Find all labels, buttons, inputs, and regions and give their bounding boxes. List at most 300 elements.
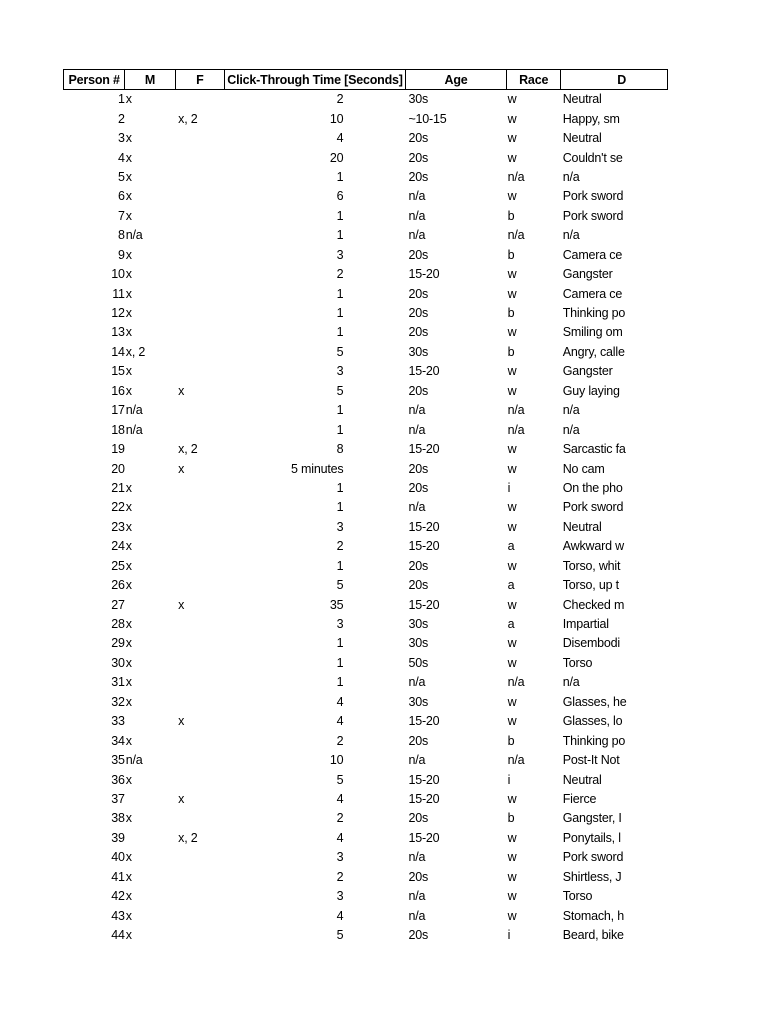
cell-age[interactable]: 30s (408, 92, 428, 107)
cell-click-time[interactable]: 3 (336, 364, 344, 379)
cell-m[interactable]: x (125, 772, 132, 787)
cell-description[interactable]: Gangster (562, 267, 613, 282)
cell-description[interactable]: Beard, bike (562, 928, 624, 943)
cell-f[interactable] (175, 518, 224, 537)
cell-f[interactable] (175, 673, 224, 692)
cell-click-time[interactable]: 1 (336, 208, 344, 223)
cell-f[interactable] (175, 906, 224, 925)
cell-description[interactable]: No cam (562, 461, 605, 476)
cell-description[interactable]: Camera ce (562, 286, 623, 301)
cell-f[interactable] (175, 926, 224, 945)
cell-m[interactable]: x (125, 189, 132, 204)
cell-race[interactable]: w (507, 267, 517, 282)
cell-age[interactable]: 15-20 (408, 772, 440, 787)
cell-person[interactable]: 20 (111, 461, 125, 476)
cell-age[interactable]: 30s (408, 636, 428, 651)
cell-person[interactable]: 38 (111, 811, 125, 826)
cell-description[interactable]: Pork sword (562, 850, 624, 865)
cell-click-time[interactable]: 6 (336, 189, 344, 204)
cell-m[interactable] (125, 459, 175, 478)
cell-race[interactable]: b (507, 811, 515, 826)
cell-race[interactable]: i (507, 480, 511, 495)
cell-m[interactable]: x (125, 131, 132, 146)
header-description[interactable]: D (561, 70, 668, 90)
cell-person[interactable]: 36 (111, 772, 125, 787)
cell-person[interactable]: 4 (118, 150, 125, 165)
cell-m[interactable]: x (125, 869, 132, 884)
cell-f[interactable]: x, 2 (178, 111, 198, 126)
cell-click-time[interactable]: 20 (329, 150, 344, 165)
cell-m[interactable]: x (125, 558, 132, 573)
cell-click-time[interactable]: 8 (336, 442, 344, 457)
cell-click-time[interactable]: 3 (336, 617, 344, 632)
cell-race[interactable]: b (507, 344, 515, 359)
cell-f[interactable] (175, 498, 224, 517)
cell-person[interactable]: 12 (111, 306, 125, 321)
cell-person[interactable]: 29 (111, 636, 125, 651)
cell-f[interactable] (175, 304, 224, 323)
cell-m[interactable]: n/a (125, 403, 143, 418)
cell-age[interactable]: 20s (408, 558, 428, 573)
cell-m[interactable]: x (125, 519, 132, 534)
cell-f[interactable] (175, 323, 224, 342)
cell-description[interactable]: Camera ce (562, 247, 623, 262)
cell-age[interactable]: 15-20 (408, 791, 440, 806)
cell-description[interactable]: Awkward w (562, 539, 624, 554)
header-person[interactable]: Person # (64, 70, 125, 90)
cell-description[interactable]: Impartial (562, 617, 609, 632)
cell-f[interactable] (175, 226, 224, 245)
cell-click-time[interactable]: 1 (336, 325, 344, 340)
cell-f[interactable]: x (178, 383, 185, 398)
cell-person[interactable]: 1 (118, 92, 125, 107)
cell-f[interactable] (175, 887, 224, 906)
cell-person[interactable]: 41 (111, 869, 125, 884)
cell-age[interactable]: 20s (408, 578, 428, 593)
cell-age[interactable]: 15-20 (408, 267, 440, 282)
cell-f[interactable] (175, 90, 224, 110)
cell-race[interactable]: w (507, 383, 517, 398)
cell-m[interactable]: x (125, 286, 132, 301)
cell-person[interactable]: 32 (111, 694, 125, 709)
cell-race[interactable]: w (507, 655, 517, 670)
cell-age[interactable]: n/a (408, 889, 426, 904)
header-f[interactable]: F (175, 70, 224, 90)
cell-m[interactable]: x (125, 364, 132, 379)
cell-description[interactable]: Thinking po (562, 306, 626, 321)
cell-f[interactable] (175, 343, 224, 362)
cell-m[interactable]: x, 2 (125, 344, 146, 359)
cell-person[interactable]: 27 (111, 597, 125, 612)
cell-race[interactable]: b (507, 306, 515, 321)
cell-m[interactable]: x (125, 247, 132, 262)
cell-race[interactable]: w (507, 364, 517, 379)
cell-person[interactable]: 23 (111, 519, 125, 534)
cell-description[interactable]: Post-It Not (562, 753, 620, 768)
cell-race[interactable]: n/a (507, 753, 525, 768)
cell-description[interactable]: Torso, up t (562, 578, 619, 593)
cell-description[interactable]: Torso (562, 889, 593, 904)
cell-person[interactable]: 10 (111, 267, 125, 282)
cell-click-time[interactable]: 2 (336, 869, 344, 884)
cell-person[interactable]: 11 (112, 286, 125, 301)
cell-age[interactable]: n/a (408, 189, 426, 204)
cell-description[interactable]: Checked m (562, 597, 625, 612)
cell-m[interactable]: x (125, 617, 132, 632)
cell-race[interactable]: w (507, 791, 517, 806)
cell-age[interactable]: n/a (408, 422, 426, 437)
cell-age[interactable]: 15-20 (408, 364, 440, 379)
cell-f[interactable] (175, 284, 224, 303)
cell-click-time[interactable]: 2 (336, 92, 344, 107)
cell-description[interactable]: Pork sword (562, 189, 624, 204)
header-click-time[interactable]: Click-Through Time [Seconds] (225, 70, 406, 90)
cell-person[interactable]: 9 (118, 247, 125, 262)
cell-person[interactable]: 3 (118, 131, 125, 146)
cell-description[interactable]: Pork sword (562, 208, 624, 223)
cell-race[interactable]: w (507, 189, 517, 204)
cell-m[interactable]: x (125, 694, 132, 709)
cell-race[interactable]: w (507, 694, 517, 709)
cell-person[interactable]: 34 (111, 733, 125, 748)
cell-race[interactable]: w (507, 131, 517, 146)
cell-race[interactable]: w (507, 869, 517, 884)
cell-age[interactable]: 15-20 (408, 519, 440, 534)
cell-person[interactable]: 28 (111, 617, 125, 632)
cell-age[interactable]: ~10-15 (408, 111, 447, 126)
cell-f[interactable]: x, 2 (178, 442, 198, 457)
cell-age[interactable]: 20s (408, 169, 428, 184)
cell-f[interactable] (175, 401, 224, 420)
cell-click-time[interactable]: 3 (336, 519, 344, 534)
cell-m[interactable]: x (125, 150, 132, 165)
cell-description[interactable]: n/a (562, 169, 580, 184)
cell-description[interactable]: Glasses, lo (562, 714, 623, 729)
cell-click-time[interactable]: 1 (336, 480, 344, 495)
cell-click-time[interactable]: 35 (329, 597, 344, 612)
cell-click-time[interactable]: 4 (336, 694, 344, 709)
cell-description[interactable]: Stomach, h (562, 908, 624, 923)
cell-m[interactable]: x (125, 889, 132, 904)
cell-f[interactable] (175, 537, 224, 556)
cell-click-time[interactable]: 1 (336, 500, 344, 515)
cell-age[interactable]: n/a (408, 228, 426, 243)
cell-person[interactable]: 43 (111, 908, 125, 923)
cell-person[interactable]: 44 (111, 928, 125, 943)
cell-click-time[interactable]: 3 (336, 889, 344, 904)
header-age[interactable]: Age (405, 70, 506, 90)
cell-click-time[interactable]: 1 (336, 286, 344, 301)
cell-f[interactable]: x (178, 791, 185, 806)
cell-click-time[interactable]: 2 (336, 267, 344, 282)
cell-age[interactable]: n/a (408, 208, 426, 223)
cell-person[interactable]: 8 (118, 228, 125, 243)
cell-click-time[interactable]: 2 (336, 733, 344, 748)
cell-person[interactable]: 24 (111, 539, 125, 554)
cell-age[interactable]: 15-20 (408, 597, 440, 612)
cell-m[interactable]: x (125, 480, 132, 495)
cell-click-time[interactable]: 1 (336, 655, 344, 670)
cell-description[interactable]: Neutral (562, 131, 602, 146)
cell-click-time[interactable]: 5 (336, 928, 344, 943)
cell-age[interactable]: 30s (408, 344, 428, 359)
cell-age[interactable]: 20s (408, 733, 428, 748)
cell-description[interactable]: Smiling om (562, 325, 623, 340)
cell-click-time[interactable]: 4 (336, 714, 344, 729)
cell-f[interactable] (175, 654, 224, 673)
cell-age[interactable]: 15-20 (408, 830, 440, 845)
cell-click-time[interactable]: 4 (336, 830, 344, 845)
cell-m[interactable]: n/a (125, 422, 143, 437)
cell-person[interactable]: 42 (111, 889, 125, 904)
cell-race[interactable]: w (507, 889, 517, 904)
cell-description[interactable]: Thinking po (562, 733, 626, 748)
cell-person[interactable]: 17 (111, 403, 125, 418)
cell-click-time[interactable]: 1 (336, 636, 344, 651)
cell-click-time[interactable]: 1 (336, 422, 344, 437)
cell-f[interactable]: x, 2 (178, 830, 198, 845)
cell-f[interactable] (175, 207, 224, 226)
cell-person[interactable]: 15 (111, 364, 125, 379)
cell-m[interactable]: x (125, 928, 132, 943)
cell-description[interactable]: Glasses, he (562, 694, 627, 709)
cell-person[interactable]: 30 (111, 655, 125, 670)
cell-description[interactable]: Disembodi (562, 636, 620, 651)
cell-click-time[interactable]: 1 (336, 558, 344, 573)
cell-m[interactable] (125, 712, 175, 731)
cell-race[interactable]: w (507, 461, 517, 476)
cell-age[interactable]: 50s (408, 655, 428, 670)
cell-person[interactable]: 22 (111, 500, 125, 515)
cell-race[interactable]: n/a (507, 422, 525, 437)
cell-click-time[interactable]: 5 (336, 383, 344, 398)
cell-race[interactable]: w (507, 908, 517, 923)
cell-description[interactable]: Shirtless, J (562, 869, 622, 884)
cell-age[interactable]: 20s (408, 461, 428, 476)
cell-race[interactable]: n/a (507, 675, 525, 690)
cell-description[interactable]: Guy laying (562, 383, 620, 398)
cell-race[interactable]: w (507, 519, 517, 534)
cell-m[interactable]: x (125, 675, 132, 690)
cell-person[interactable]: 14 (111, 344, 125, 359)
cell-m[interactable]: x (125, 908, 132, 923)
cell-age[interactable]: 20s (408, 286, 428, 301)
cell-f[interactable] (175, 187, 224, 206)
cell-f[interactable] (175, 557, 224, 576)
cell-race[interactable]: n/a (507, 403, 525, 418)
cell-m[interactable]: x (125, 636, 132, 651)
cell-click-time[interactable]: 1 (336, 306, 344, 321)
cell-f[interactable] (175, 246, 224, 265)
cell-race[interactable]: w (507, 850, 517, 865)
cell-f[interactable] (175, 634, 224, 653)
cell-description[interactable]: Ponytails, l (562, 830, 621, 845)
cell-age[interactable]: n/a (408, 850, 426, 865)
cell-m[interactable]: x (125, 539, 132, 554)
cell-person[interactable]: 18 (111, 422, 125, 437)
cell-click-time[interactable]: 5 (336, 578, 344, 593)
cell-race[interactable]: w (507, 111, 517, 126)
cell-race[interactable]: w (507, 92, 517, 107)
cell-race[interactable]: w (507, 714, 517, 729)
cell-f[interactable]: x (178, 597, 185, 612)
cell-race[interactable]: n/a (507, 228, 525, 243)
cell-race[interactable]: w (507, 830, 517, 845)
cell-m[interactable] (125, 440, 175, 459)
cell-f[interactable] (175, 479, 224, 498)
cell-m[interactable]: x (125, 811, 132, 826)
cell-m[interactable]: x (125, 325, 132, 340)
cell-f[interactable] (175, 265, 224, 284)
cell-description[interactable]: Neutral (562, 92, 602, 107)
cell-description[interactable]: Gangster (562, 364, 613, 379)
cell-age[interactable]: 20s (408, 928, 428, 943)
header-race[interactable]: Race (507, 70, 561, 90)
cell-person[interactable]: 13 (111, 325, 125, 340)
cell-f[interactable] (175, 576, 224, 595)
cell-person[interactable]: 33 (111, 714, 125, 729)
cell-f[interactable] (175, 868, 224, 887)
cell-f[interactable] (175, 770, 224, 789)
cell-m[interactable]: x (125, 169, 132, 184)
cell-person[interactable]: 5 (118, 169, 125, 184)
header-m[interactable]: M (125, 70, 175, 90)
cell-m[interactable]: x (125, 655, 132, 670)
cell-click-time[interactable]: 2 (336, 539, 344, 554)
cell-description[interactable]: Neutral (562, 519, 602, 534)
cell-m[interactable] (125, 109, 175, 128)
cell-description[interactable]: n/a (562, 675, 580, 690)
cell-age[interactable]: 20s (408, 150, 428, 165)
cell-m[interactable]: x (125, 733, 132, 748)
cell-m[interactable]: x (125, 500, 132, 515)
cell-race[interactable]: i (507, 772, 511, 787)
cell-person[interactable]: 40 (111, 850, 125, 865)
cell-description[interactable]: Happy, sm (562, 111, 620, 126)
cell-f[interactable] (175, 148, 224, 167)
cell-m[interactable] (125, 790, 175, 809)
cell-f[interactable] (175, 362, 224, 381)
cell-person[interactable]: 16 (111, 383, 125, 398)
cell-click-time[interactable]: 1 (336, 228, 344, 243)
cell-race[interactable]: b (507, 733, 515, 748)
cell-age[interactable]: 20s (408, 306, 428, 321)
cell-person[interactable]: 25 (111, 558, 125, 573)
cell-description[interactable]: Torso, whit (562, 558, 621, 573)
cell-person[interactable]: 35 (111, 753, 125, 768)
cell-person[interactable]: 31 (111, 675, 125, 690)
cell-m[interactable]: n/a (125, 753, 143, 768)
cell-f[interactable] (175, 420, 224, 439)
cell-m[interactable]: x (125, 267, 132, 282)
cell-m[interactable]: x (125, 92, 132, 107)
cell-description[interactable]: Torso (562, 655, 593, 670)
cell-age[interactable]: 20s (408, 247, 428, 262)
cell-m[interactable]: x (125, 306, 132, 321)
cell-age[interactable]: 15-20 (408, 442, 440, 457)
cell-m[interactable]: x (125, 850, 132, 865)
cell-click-time[interactable]: 3 (336, 850, 344, 865)
cell-f[interactable]: x (178, 461, 185, 476)
cell-race[interactable]: w (507, 636, 517, 651)
cell-description[interactable]: Gangster, I (562, 811, 622, 826)
cell-age[interactable]: n/a (408, 753, 426, 768)
cell-click-time[interactable]: 2 (336, 811, 344, 826)
cell-race[interactable]: w (507, 442, 517, 457)
cell-m[interactable] (125, 829, 175, 848)
cell-click-time[interactable]: 5 (336, 344, 344, 359)
cell-click-time[interactable]: 4 (336, 791, 344, 806)
cell-race[interactable]: a (507, 539, 515, 554)
cell-age[interactable]: n/a (408, 675, 426, 690)
cell-person[interactable]: 37 (111, 791, 125, 806)
cell-click-time[interactable]: 10 (329, 753, 344, 768)
cell-age[interactable]: 15-20 (408, 539, 440, 554)
cell-description[interactable]: Pork sword (562, 500, 624, 515)
cell-race[interactable]: a (507, 617, 515, 632)
cell-person[interactable]: 6 (118, 189, 125, 204)
cell-m[interactable] (125, 595, 175, 614)
cell-click-time[interactable]: 1 (336, 169, 344, 184)
cell-age[interactable]: 30s (408, 617, 428, 632)
cell-race[interactable]: w (507, 500, 517, 515)
cell-click-time[interactable]: 3 (336, 247, 344, 262)
cell-description[interactable]: Couldn't se (562, 150, 623, 165)
cell-person[interactable]: 26 (111, 578, 125, 593)
cell-description[interactable]: Fierce (562, 791, 597, 806)
cell-person[interactable]: 2 (118, 111, 125, 126)
cell-person[interactable]: 39 (111, 830, 125, 845)
cell-f[interactable] (175, 848, 224, 867)
cell-m[interactable]: x (125, 578, 132, 593)
cell-age[interactable]: 20s (408, 325, 428, 340)
cell-description[interactable]: Neutral (562, 772, 602, 787)
cell-age[interactable]: 20s (408, 869, 428, 884)
cell-race[interactable]: w (507, 325, 517, 340)
cell-person[interactable]: 19 (111, 442, 125, 457)
cell-f[interactable] (175, 615, 224, 634)
cell-f[interactable]: x (178, 714, 185, 729)
cell-race[interactable]: w (507, 150, 517, 165)
cell-description[interactable]: Sarcastic fa (562, 442, 626, 457)
cell-click-time[interactable]: 10 (329, 111, 344, 126)
cell-age[interactable]: n/a (408, 908, 426, 923)
cell-race[interactable]: a (507, 578, 515, 593)
cell-age[interactable]: 30s (408, 694, 428, 709)
cell-m[interactable]: x (125, 383, 132, 398)
cell-f[interactable] (175, 168, 224, 187)
cell-age[interactable]: 20s (408, 131, 428, 146)
cell-f[interactable] (175, 693, 224, 712)
cell-description[interactable]: Angry, calle (562, 344, 625, 359)
cell-description[interactable]: n/a (562, 422, 580, 437)
cell-f[interactable] (175, 129, 224, 148)
cell-description[interactable]: On the pho (562, 480, 623, 495)
cell-person[interactable]: 21 (111, 480, 125, 495)
cell-f[interactable] (175, 751, 224, 770)
cell-race[interactable]: w (507, 558, 517, 573)
cell-click-time[interactable]: 1 (336, 403, 344, 418)
cell-race[interactable]: w (507, 286, 517, 301)
cell-age[interactable]: n/a (408, 403, 426, 418)
cell-age[interactable]: 20s (408, 811, 428, 826)
cell-click-time[interactable]: 5 minutes (291, 461, 344, 476)
cell-f[interactable] (175, 809, 224, 828)
cell-click-time[interactable]: 1 (336, 675, 344, 690)
cell-description[interactable]: n/a (562, 228, 580, 243)
cell-description[interactable]: n/a (562, 403, 580, 418)
cell-click-time[interactable]: 4 (336, 908, 344, 923)
